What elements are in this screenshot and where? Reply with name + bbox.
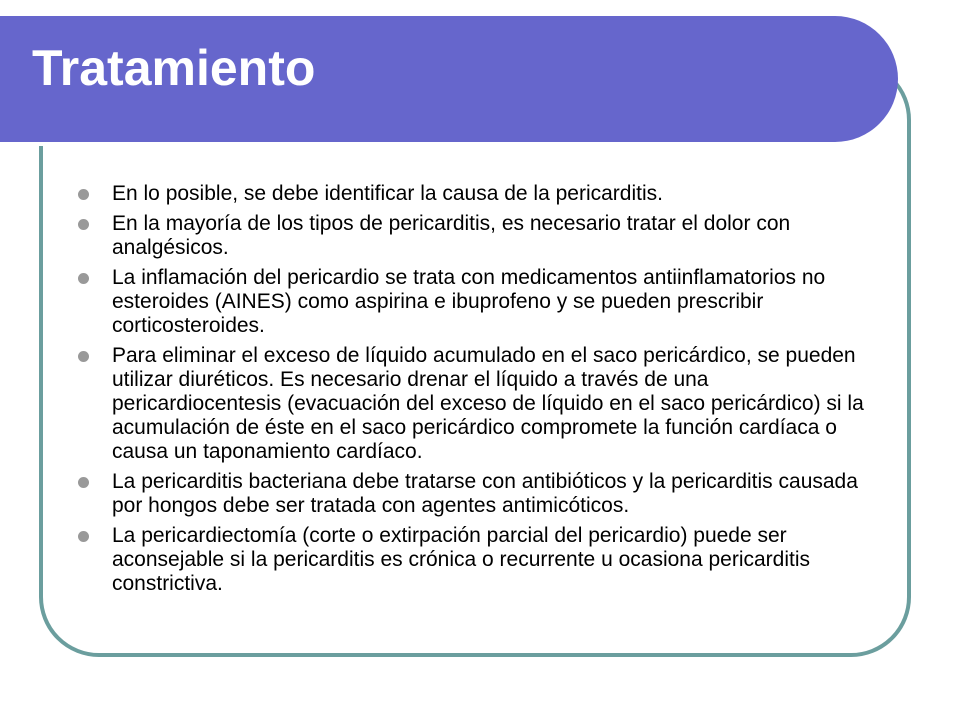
bullet-text: La pericarditis bacteriana debe tratarse con antibióticos y la pericarditis causada por hongos debe ser tratada con agentes antimicóticos. xyxy=(112,470,858,517)
bullet-text: La pericardiectomía (corte o extirpación parcial del pericardio) puede ser aconsejable si la pericarditis es crónica o recurrente u ocasiona pericarditis constrictiva. xyxy=(112,524,811,595)
bullet-item xyxy=(78,212,878,260)
bullet-dot-icon xyxy=(78,219,89,230)
bullet-item xyxy=(78,524,878,596)
bullet-item xyxy=(78,266,878,338)
bullet-dot-icon xyxy=(78,351,89,362)
bullet-text: En la mayoría de los tipos de pericarditis, es necesario tratar el dolor con analgésicos. xyxy=(112,212,791,259)
bullet-item xyxy=(78,470,878,518)
bullet-text: Para eliminar el exceso de líquido acumulado en el saco pericárdico, se pueden utilizar diuréticos. Es necesario drenar el líquido a través de una pericardiocentesis (evacuación del exceso de líquido en el saco pericárdico) si la acumulación de éste en el saco pericárdico compromete la función cardíaca o causa un taponamiento cardíaco. xyxy=(112,344,864,463)
title-underline xyxy=(0,142,848,146)
bullet-item xyxy=(78,182,878,206)
bullet-text: La inflamación del pericardio se trata con medicamentos antiinflamatorios no esteroides (AINES) como aspirina e ibuprofeno y se pueden prescribir corticosteroides. xyxy=(112,266,826,337)
bullet-text: En lo posible, se debe identificar la causa de la pericarditis. xyxy=(112,182,663,205)
bullet-dot-icon xyxy=(78,273,89,284)
bullet-dot-icon xyxy=(78,189,89,200)
slide-title: Tratamiento xyxy=(32,40,316,96)
bullet-dot-icon xyxy=(78,531,89,542)
bullet-list xyxy=(78,182,878,602)
bullet-dot-icon xyxy=(78,477,89,488)
bullet-item xyxy=(78,344,878,464)
